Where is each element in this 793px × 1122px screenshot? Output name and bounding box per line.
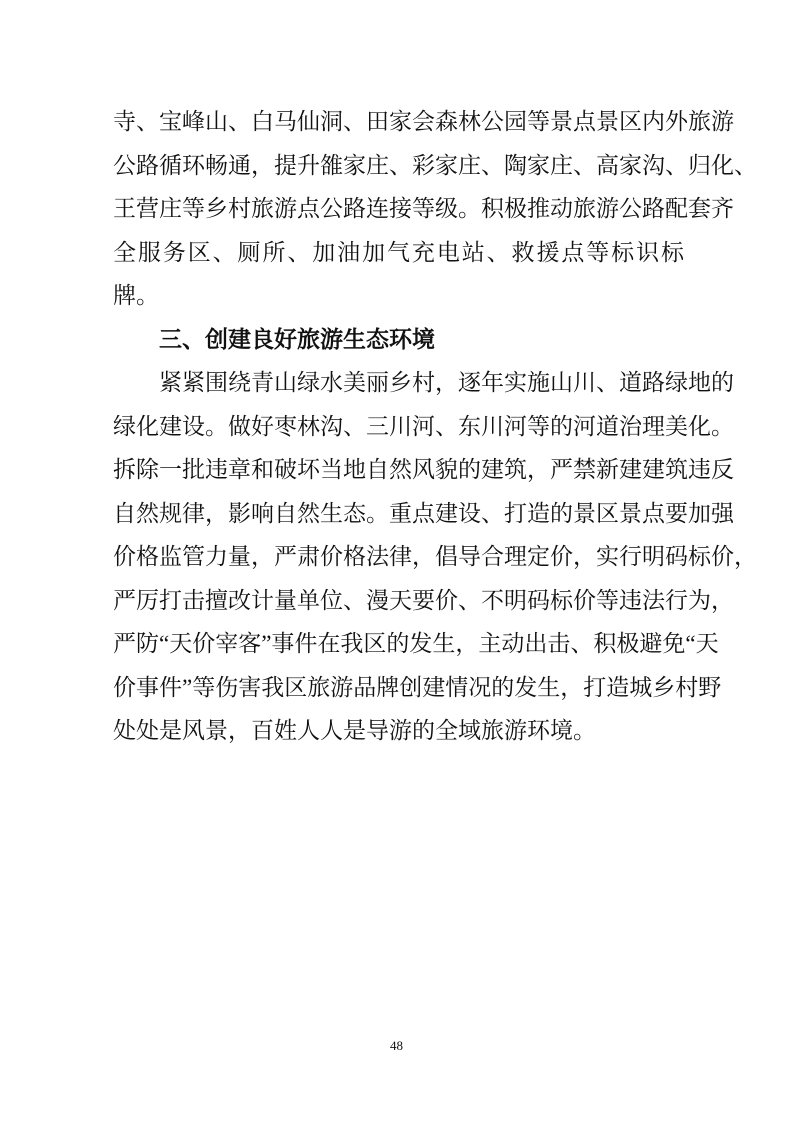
- text-line: 寺、宝峰山、白马仙洞、田家会森林公园等景点景区内外旅游: [113, 109, 734, 134]
- text-line: 价格监管力量，严肃价格法律，倡导合理定价，实行明码标价，: [113, 544, 757, 569]
- section-heading: 三、创建良好旅游生态环境: [159, 325, 435, 352]
- text-line: 严厉打击擅改计量单位、漫天要价、不明码标价等违法行为，: [113, 587, 734, 613]
- text-line: 处处是风景，百姓人人是导游的全域旅游环境。: [113, 718, 596, 743]
- text-line: 公路循环畅通，提升雒家庄、彩家庄、陶家庄、高家沟、归化、: [113, 152, 757, 178]
- page-number: 48: [390, 1038, 403, 1053]
- text-line: 价事件”等伤害我区旅游品牌创建情况的发生，打造城乡村野: [113, 674, 722, 700]
- text-line: 拆除一批违章和破坏当地自然风貌的建筑，严禁新建建筑违反: [113, 457, 734, 482]
- text-block: [113, 100, 757, 753]
- paragraph-road-connections: [113, 100, 757, 318]
- text-line: 严防“天价宰客”事件在我区的发生，主动出击、积极避免“天: [113, 631, 719, 656]
- text-line: 王营庄等乡村旅游点公路连接等级。积极推动旅游公路配套齐: [113, 196, 734, 221]
- text-line: 绿化建设。做好枣林沟、三川河、东川河等的河道治理美化。: [113, 413, 734, 439]
- paragraph-eco-environment: [113, 361, 757, 753]
- text-line: 紧紧围绕青山绿水美丽乡村，逐年实施山川、道路绿地的: [159, 370, 734, 395]
- text-line: 自然规律，影响自然生态。重点建设、打造的景区景点要加强: [113, 500, 734, 526]
- text-line: 全服务区、厕所、加油加气充电站、救援点等标识标牌。: [113, 239, 684, 308]
